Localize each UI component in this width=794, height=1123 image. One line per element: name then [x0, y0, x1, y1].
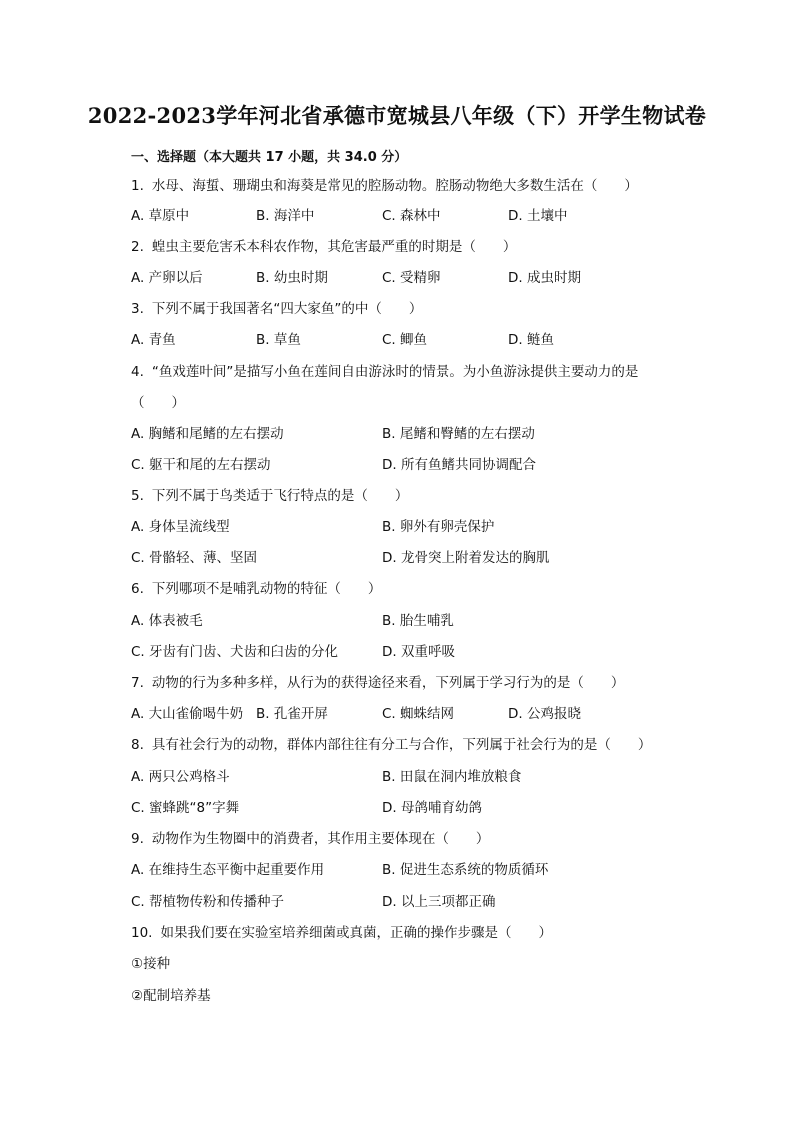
- option-a: A. 草原中: [131, 208, 190, 224]
- question-number: 10.: [131, 925, 153, 941]
- option-c: C. 蜜蜂跳“8”字舞: [131, 800, 240, 816]
- question-8: [131, 736, 651, 754]
- page-title: 2022-2023学年河北省承德市宽城县八年级（下）开学生物试卷: [87, 103, 707, 128]
- question-number: 4.: [131, 364, 144, 380]
- option-d: D. 鲢鱼: [508, 332, 554, 348]
- option-b: B. 尾鳍和臀鳍的左右摆动: [382, 426, 535, 442]
- question-number: 7.: [131, 675, 144, 691]
- option-b: B. 田鼠在洞内堆放粮食: [382, 769, 522, 785]
- option-b: B. 幼虫时期: [256, 270, 328, 286]
- question-5: [131, 487, 408, 505]
- option-b: B. 孔雀开屏: [256, 706, 328, 722]
- option-c: C. 帮植物传粉和传播种子: [131, 894, 285, 910]
- option-b: B. 卵外有卵壳保护: [382, 519, 495, 535]
- option-a: A. 胸鳍和尾鳍的左右摆动: [131, 426, 284, 442]
- option-d: D. 成虫时期: [508, 270, 581, 286]
- question-stem: 如果我们要在实验室培养细菌或真菌，正确的操作步骤是（ ）: [160, 925, 552, 941]
- option-c: C. 鲫鱼: [382, 332, 428, 348]
- option-b: B. 促进生态系统的物质循环: [382, 862, 549, 878]
- section-heading: 一、选择题（本大题共 17 小题，共 34.0 分）: [131, 150, 408, 165]
- question-number: 8.: [131, 737, 144, 753]
- option-c: C. 蜘蛛结网: [382, 706, 455, 722]
- option-c: C. 骨骼轻、薄、坚固: [131, 550, 258, 566]
- question-stem: 下列不属于鸟类适于飞行特点的是（ ）: [151, 488, 409, 504]
- option-c: C. 躯干和尾的左右摆动: [131, 457, 271, 473]
- option-b: B. 胎生哺乳: [382, 613, 454, 629]
- option-a: A. 产卵以后: [131, 270, 203, 286]
- question-7: [131, 674, 624, 692]
- question-1: [131, 177, 638, 195]
- option-c: C. 牙齿有门齿、犬齿和臼齿的分化: [131, 644, 339, 660]
- question-number: 2.: [131, 239, 144, 255]
- question-stem: 动物的行为多种多样，从行为的获得途径来看，下列属于学习行为的是（ ）: [151, 675, 625, 691]
- option-c: C. 森林中: [382, 208, 441, 224]
- question-number: 3.: [131, 301, 144, 317]
- option-b: B. 海洋中: [256, 208, 315, 224]
- question-number: 6.: [131, 581, 144, 597]
- question-10: [131, 924, 552, 942]
- question-stem: “鱼戏莲叶间”是描写小鱼在莲间自由游泳时的情景。为小鱼游泳提供主要动力的是: [151, 364, 639, 380]
- question-4: [131, 363, 638, 381]
- option-a: A. 在维持生态平衡中起重要作用: [131, 862, 325, 878]
- question-9: [131, 830, 489, 848]
- question-2: [131, 238, 516, 256]
- question-4-continuation: （ ）: [131, 395, 185, 411]
- option-b: B. 草鱼: [256, 332, 301, 348]
- question-3: [131, 300, 422, 318]
- option-d: D. 土壤中: [508, 208, 568, 224]
- question-stem: 蝗虫主要危害禾本科农作物，其危害最严重的时期是（ ）: [151, 239, 517, 255]
- option-a: A. 两只公鸡格斗: [131, 769, 230, 785]
- question-number: 9.: [131, 831, 144, 847]
- option-d: D. 母鸽哺育幼鸽: [382, 800, 482, 816]
- question-stem: 水母、海蜇、珊瑚虫和海葵是常见的腔肠动物。腔肠动物绝大多数生活在（ ）: [151, 178, 638, 194]
- option-a: A. 体表被毛: [131, 613, 203, 629]
- question-stem: 下列哪项不是哺乳动物的特征（ ）: [151, 581, 382, 597]
- step-item: ①接种: [131, 956, 171, 972]
- question-stem: 动物作为生物圈中的消费者，其作用主要体现在（ ）: [151, 831, 490, 847]
- step-item: ②配制培养基: [131, 988, 211, 1004]
- question-6: [131, 580, 381, 598]
- option-d: D. 公鸡报晓: [508, 706, 581, 722]
- question-number: 5.: [131, 488, 144, 504]
- option-d: D. 双重呼吸: [382, 644, 455, 660]
- question-number: 1.: [131, 178, 144, 194]
- option-d: D. 以上三项都正确: [382, 894, 496, 910]
- option-d: D. 龙骨突上附着发达的胸肌: [382, 550, 550, 566]
- option-d: D. 所有鱼鳍共同协调配合: [382, 457, 536, 473]
- option-a: A. 青鱼: [131, 332, 176, 348]
- option-c: C. 受精卵: [382, 270, 441, 286]
- option-a: A. 大山雀偷喝牛奶: [131, 706, 244, 722]
- question-stem: 具有社会行为的动物，群体内部往往有分工与合作，下列属于社会行为的是（ ）: [151, 737, 652, 753]
- question-stem: 下列不属于我国著名“四大家鱼”的中（ ）: [151, 301, 423, 317]
- option-a: A. 身体呈流线型: [131, 519, 230, 535]
